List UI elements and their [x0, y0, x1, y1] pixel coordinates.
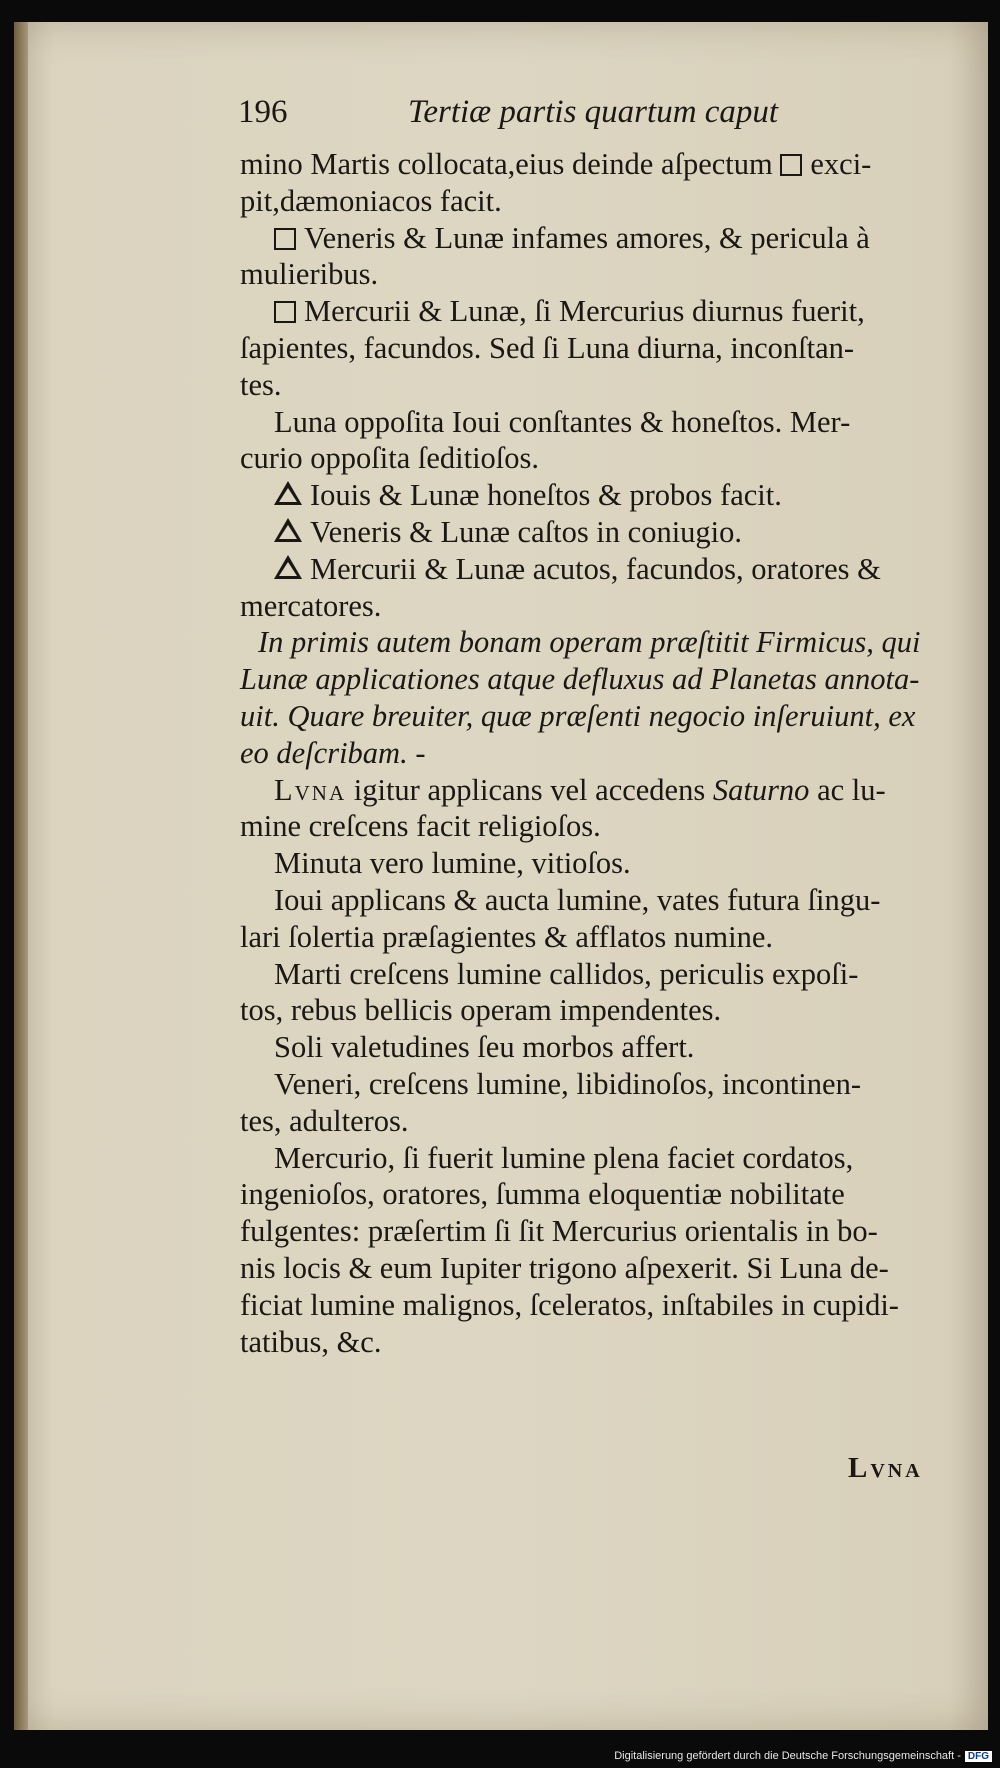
- text-line: Veneris & Lunæ infames amores, & pericula à: [240, 220, 960, 257]
- text-line: Veneri, creſcens lumine, libidinoſos, incontinen-: [274, 1066, 861, 1101]
- text-line: tes, adulteros.: [240, 1103, 409, 1138]
- text-line: mino Martis collocata,eius deinde aſpectum exci-: [240, 147, 872, 181]
- page-binding-edge: [14, 22, 28, 1730]
- text-line: eo deſcribam. -: [240, 735, 426, 770]
- text-line: curio oppoſita ſeditioſos.: [240, 441, 540, 476]
- text-line: mercatores.: [240, 588, 382, 623]
- trine-aspect-icon: [274, 481, 302, 505]
- text-line: Marti creſcens lumine callidos, periculis expoſi-: [274, 956, 859, 991]
- dfg-logo: DFG: [965, 1751, 992, 1762]
- quadrature-aspect-icon: [274, 301, 296, 323]
- text-line: mine creſcens facit religioſos.: [240, 809, 601, 844]
- body-text: [240, 146, 960, 1360]
- catchword: Lvna: [848, 1452, 923, 1484]
- page-number: 196: [238, 94, 288, 130]
- trine-aspect-icon: [274, 555, 302, 579]
- quadrature-aspect-icon: [780, 154, 802, 176]
- running-head: Tertiæ partis quartum caput: [408, 94, 779, 130]
- text-line: Minuta vero lumine, vitioſos.: [274, 846, 631, 881]
- text-line: nis locis & eum Iupiter trigono aſpexerit. Si Luna de-: [240, 1250, 889, 1285]
- text-line: pit,dæmoniacos facit.: [240, 183, 502, 218]
- page-header: [230, 94, 810, 134]
- text-line: tatibus, &c.: [240, 1324, 382, 1359]
- text-line: Ioui applicans & aucta lumine, vates futura ſingu-: [274, 882, 881, 917]
- digitization-footer: [614, 1750, 992, 1762]
- text-line: Mercurio, ſi fuerit lumine plena faciet cordatos,: [274, 1140, 854, 1175]
- text-line: Soli valetudines ſeu morbos affert.: [274, 1030, 695, 1065]
- footer-text: Digitalisierung gefördert durch die Deutsche Forschungsgemeinschaft -: [614, 1750, 961, 1762]
- text-line: Mercurii & Lunæ, ſi Mercurius diurnus fuerit,: [240, 293, 960, 330]
- text-line: Luna oppoſita Ioui conſtantes & honeſtos. Mer-: [274, 404, 851, 439]
- text-line: tos, rebus bellicis operam impendentes.: [240, 993, 722, 1028]
- text-line: tes.: [240, 367, 282, 402]
- text-line: fulgentes: præſertim ſi ſit Mercurius orientalis in bo-: [240, 1214, 878, 1249]
- text-line: ſapientes, facundos. Sed ſi Luna diurna, inconſtan-: [240, 330, 855, 365]
- text-line: Lvna igitur applicans vel accedens Saturno ac lu-: [274, 772, 886, 807]
- text-line: lari ſolertia præſagientes & afflatos numine.: [240, 919, 774, 954]
- trine-aspect-icon: [274, 518, 302, 542]
- text-line: In primis autem bonam operam præſtitit Firmicus, qui: [258, 625, 921, 660]
- text-line: Iouis & Lunæ honeſtos & probos facit.: [240, 477, 960, 514]
- text-line: uit. Quare breuiter, quæ præſenti negocio inſeruiunt, ex: [240, 698, 916, 733]
- quadrature-aspect-icon: [274, 228, 296, 250]
- text-line: ingenioſos, oratores, ſumma eloquentiæ nobilitate: [240, 1177, 845, 1212]
- text-line: Veneris & Lunæ caſtos in coniugio.: [240, 514, 960, 551]
- text-line: Mercurii & Lunæ acutos, facundos, oratores &: [240, 551, 960, 588]
- text-line: mulieribus.: [240, 257, 379, 292]
- text-line: ficiat lumine malignos, ſceleratos, inſtabiles in cupidi-: [240, 1287, 899, 1322]
- text-line: Lunæ applicationes atque defluxus ad Planetas annota-: [240, 662, 920, 697]
